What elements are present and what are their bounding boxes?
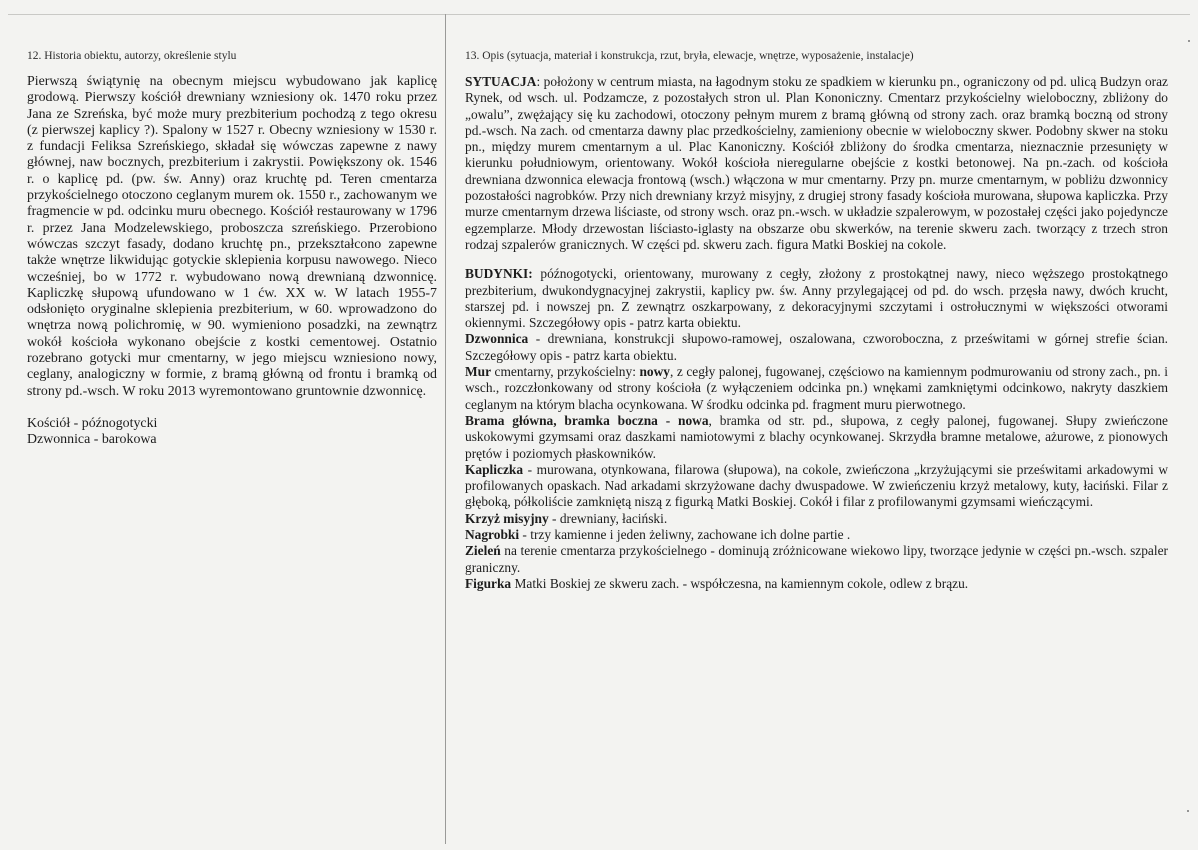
- lead-dzwonnica: Dzwonnica: [465, 331, 529, 347]
- scan-speck: [1187, 810, 1189, 812]
- description-heading: 13. Opis (sytuacja, materiał i konstrukcja, rzut, bryła, elewacje, wnętrze, wyposażenie, instalacje): [465, 50, 914, 62]
- lead-budynki: BUDYNKI:: [465, 266, 533, 282]
- paragraph-sytuacja: [465, 74, 1168, 253]
- text-krzyz: - drewniany, łaciński.: [548, 510, 668, 526]
- text-brama: , bramka od str. pd., słupowa, z cegły palonej, fugowanej. Słupy zwieńczone uskokowymi gzymsami oraz daszkami namiotowymi z blachy ocynkowanej. Skrzydła bramne metalowe, ażurowe, z pionowych prętów i poziomych płaskowników.: [465, 412, 1168, 461]
- lead-brama: Brama główna, bramka boczna - nowa: [465, 412, 709, 428]
- lead-kapliczka: Kapliczka: [465, 461, 524, 477]
- lead-figurka: Figurka: [465, 575, 512, 591]
- paragraph-dzwonnica: [465, 331, 1168, 364]
- text-dzwonnica: - drewniana, konstrukcji słupowo-ramowej, oszalowana, czworoboczna, z prześwitami w górnej strefie ścian. Szczegółowy opis - patrz karta obiektu.: [465, 331, 1168, 363]
- lead-nagrobki: Nagrobki: [465, 527, 520, 543]
- scan-speck: [1188, 40, 1190, 42]
- lead-zielen: Zieleń: [465, 543, 501, 559]
- paragraph-nagrobki: [465, 527, 1168, 543]
- text-kapliczka: - murowana, otynkowana, filarowa (słupowa), na cokole, zwieńczona „krzyżującymi sie prześwitami arkadowymi w profilowanych opaskach. Nad arkadami skrzyżowane dachy dwuspadowe. W zwieńczeniu krzyż metalowy, kuty, łaciński. Filar z głęboką, półkoliście zamkniętą niszą z figurką Matki Boskiej. Cokół i filar z profilowanymi gzymsami wieńczącymi.: [465, 461, 1168, 510]
- text-budynki: późnogotycki, orientowany, murowany z cegły, złożony z prostokątnej nawy, nieco węższego prostokątnego prezbiterium, dwukondygnacyjnej zakrystii, kaplicy pw. św. Anny przylegającej od pd. do wsch. przęsła nawy, dwóch krucht, starszej pd. i nowszej pn. Z zewnątrz oszkarpowany, z dekoracyjnymi szczytami i ostrołucznymi w większości otworami okiennymi. Szczegółowy opis - patrz karta obiektu.: [465, 266, 1168, 331]
- column-divider: [445, 14, 446, 844]
- style-belfry: Dzwonnica - barokowa: [27, 432, 157, 448]
- history-column: [27, 48, 437, 449]
- history-text: Pierwszą świątynię na obecnym miejscu wybudowano jak kaplicę grodową. Pierwszy kościół drewniany wzniesiony ok. 1470 roku przez Jana ze Szreńska, być może mury prezbiterium pochodzą z tego okresu (z pierwszej kaplicy ?). Spalony w 1527 r. Obecny wzniesiony w 1530 r. z fundacji Feliksa Szreńskiego, składał się wówczas zapewne z nawy głównej, naw bocznych, prezbiterium i zakrystii. Powiększony ok. 1546 r. o kaplicę pd. (pw. św. Anny) oraz kruchtę pd. Teren cmentarza przykościelnego otoczono ceglanym murem ok. 1550 r., zachowanym we fragmencie w pd. odcinku muru obecnego. Kościół restaurowany w 1796 r. przez Jana Modzelewskiego, proboszcza szreńskiego. Przerobiono wówczas szczyt fasady, dodano kruchtę pn., przekształcono zapewne także wnętrze likwidując gotyckie sklepienia korpusu nawowego. Nieco wcześniej, bo w 1772 r. wybudowano nową drewnianą dzwonnicę. Kapliczkę słupową ufundowano w 1 ćw. XX w. W latach 1955-7 odsłonięto oryginalne sklepienia prezbiterium, w 60. wprowadzono do wnętrza nową polichromię, w 90. wymieniono posadzki, na zewnątrz wokół kościoła wykonano obejście z kostki cementowej. Ostatnio rozebrano gotycki mur cmentarny, w jego miejscu wzniesiono nowy, ceglany, analogiczny w formie, z bramą główną od frontu i bramką od strony pd.-wsch. W roku 2013 wyremontowano gruntownie dzwonnicę.: [27, 74, 437, 399]
- description-column: [465, 48, 1168, 592]
- text-mur-rest: , z cegły palonej, fugowanej, częściowo na kamiennym podmurowaniu od strony zach., pn. i wsch., rozczłonkowany od strony kościoła (z wyłączeniem odcinka pn.) wnękami zamkniętymi odcinkowo, nakryty daszkiem ceglanym na którym blacha ocynkowana. W środku odcinka pd. fragment muru pierwotnego.: [465, 364, 1168, 412]
- history-heading: 12. Historia obiektu, autorzy, określenie stylu: [27, 50, 237, 62]
- text-sytuacja: : położony w centrum miasta, na łagodnym stoku ze spadkiem w kierunku pn., ograniczony od pd. ulicą Budzyn oraz Rynek, od wsch. ul. Podzamcze, z pozostałych stron ul. Plan Kononiczny. Cmentarz przykościelny wieloboczny, zbliżony do „owalu”, zwężający się ku zachodowi, otoczony pełnym murem z bramą główną od strony zach. oraz bramką boczną od strony pd.-wsch. Na zach. od cmentarza dawny plac przedkościelny, zamieniony obecnie w wieloboczny skwer. Podobny skwer na stoku pn., między murem cmentarnym a ul. Plac Kanoniczny. Kościół zbliżony do środka cmentarza, nieznacznie przesunięty w kierunku południowym, orientowany. Wokół kościoła nieregularne obejście z kostki betonowej. Na pn.-zach. od kościoła drewniana dzwonnica elewacja frontową (wsch.) włączona w mur cmentarny. Przy pn. murze cmentarnym, w pobliżu dzwonnicy pozostałości nagrobków. Przy nich drewniany krzyż misyjny, z drugiej strony fasady kościoła murowana, słupowa kapliczka. Przy murze cmentarnym drzewa liściaste, od strony wsch. oraz pn.-wsch. w układzie szpalerowym, w pozostałej części jako pojedyncze egzemplarze. Młody drzewostan liściasto-iglasty na obszarze obu skwerków, na terenie skweru zach. tworzący z trzech stron rodzaj szpalerów granicznych. W części pd. skweru zach. figura Matki Boskiej na cokole.: [465, 74, 1168, 252]
- text-mur: cmentarny, przykościelny:: [491, 364, 640, 380]
- lead-mur-nowy: nowy: [639, 364, 670, 380]
- paragraph-brama: [465, 413, 1168, 462]
- paragraph-krzyz: [465, 511, 1168, 527]
- paragraph-budynki: [465, 266, 1168, 331]
- text-figurka: Matki Boskiej ze skweru zach. - współczesna, na kamiennym cokole, odlew z brązu.: [511, 575, 969, 591]
- paragraph-mur: [465, 364, 1168, 413]
- text-nagrobki: - trzy kamienne i jeden żeliwny, zachowane ich dolne partie .: [519, 527, 851, 543]
- lead-krzyz: Krzyż misyjny: [465, 510, 549, 526]
- lead-mur: Mur: [465, 364, 492, 380]
- style-church: Kościół - późnogotycki: [27, 415, 158, 431]
- text-zielen: na terenie cmentarza przykościelnego - dominują zróżnicowane wiekowo lipy, tworzące jedynie w części pn.-wsch. szpaler graniczny.: [465, 543, 1168, 575]
- lead-sytuacja: SYTUACJA: [465, 74, 537, 89]
- paragraph-figurka: [465, 576, 1168, 592]
- paragraph-kapliczka: [465, 462, 1168, 511]
- style-list: [27, 416, 437, 449]
- top-rule: [8, 14, 1190, 15]
- paragraph-zielen: [465, 543, 1168, 576]
